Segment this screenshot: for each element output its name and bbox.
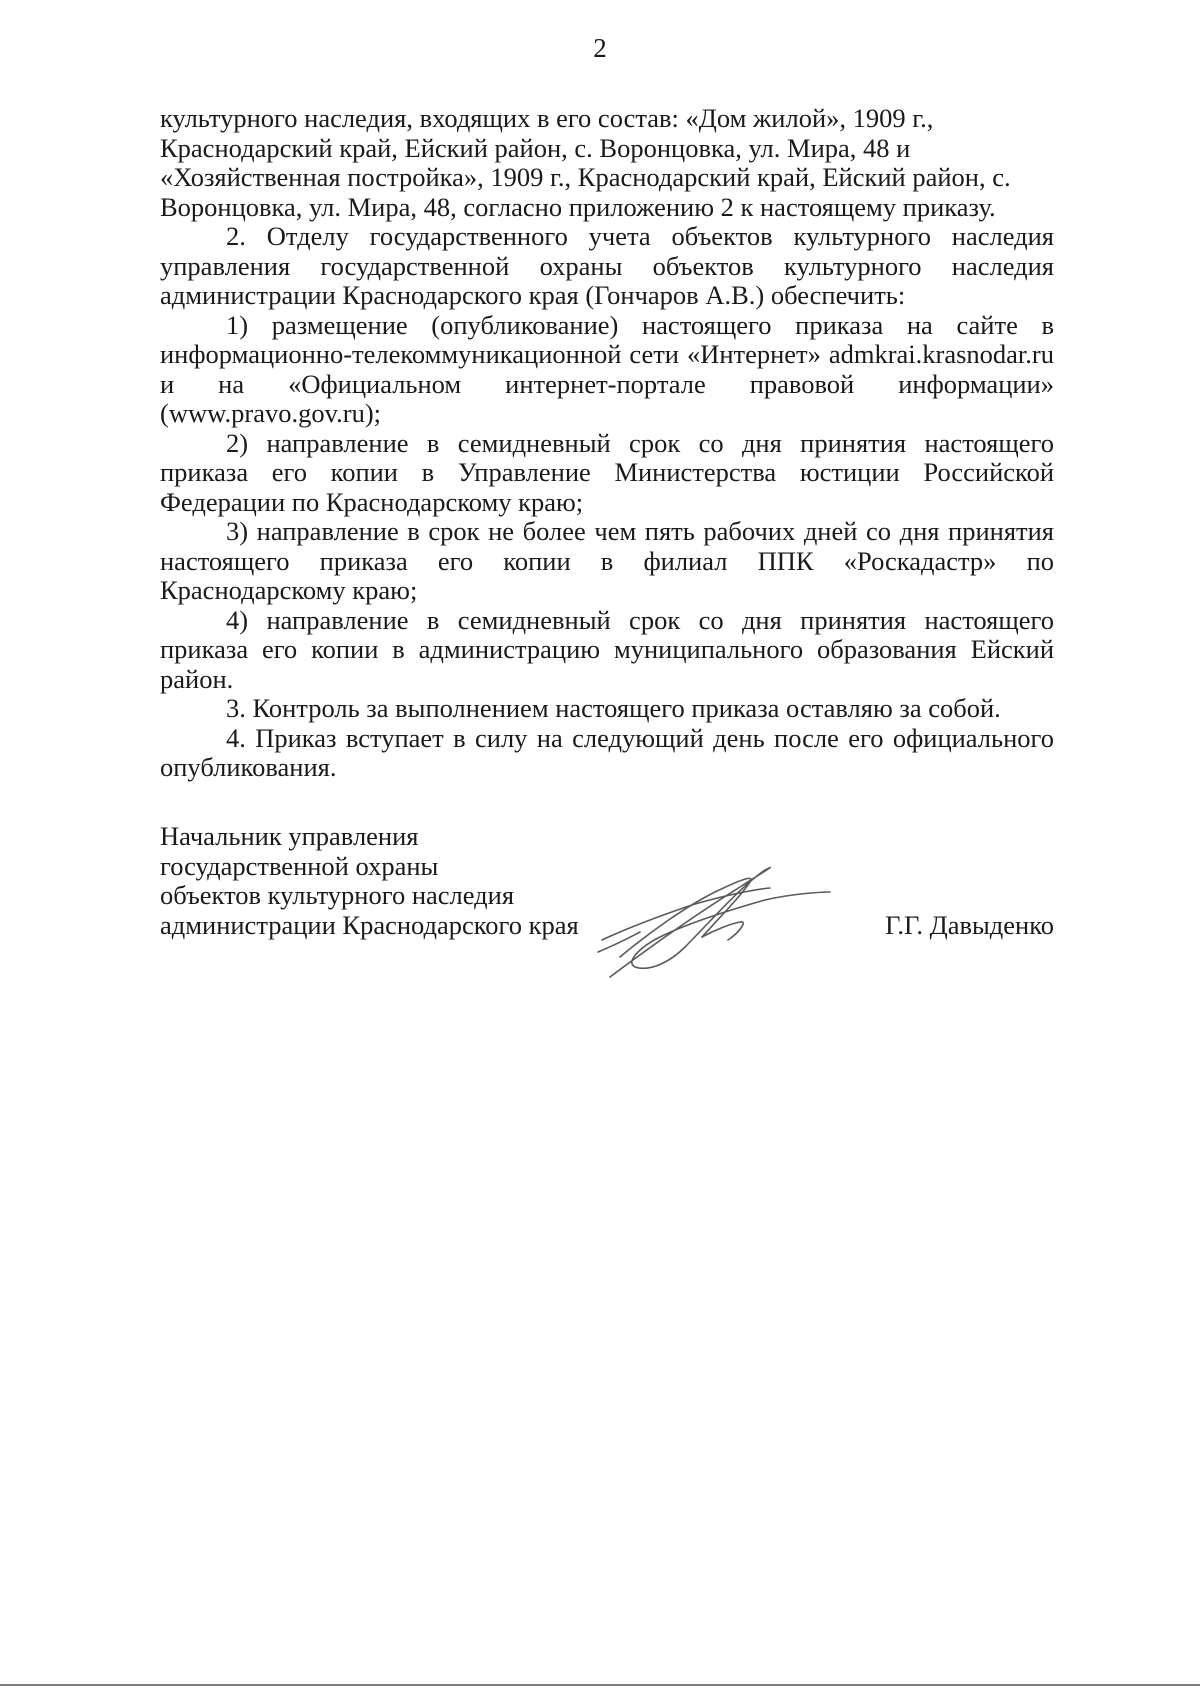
paragraph-subitem-2: 2) направление в семидневный срок со дня принятия настоящего приказа его копии в Управление Министерства юстиции Российской Федерации по Краснодарскому краю;: [160, 427, 1054, 517]
handwritten-signature-icon: [590, 852, 840, 982]
signatory-title-line: Начальник управления: [160, 821, 419, 851]
paragraph-subitem-1: 1) размещение (опубликование) настоящего приказа на сайте в информационно-телекоммуникационной сети «Интернет» admkrai.krasnodar.ru и на «Официальном интернет-портале правовой информации» (www.pravo.gov.ru);: [160, 309, 1054, 428]
document-body: [160, 104, 1054, 783]
signatory-title-line: государственной охраны: [160, 850, 439, 881]
paragraph-continuation: культурного наследия, входящих в его состав: «Дом жилой», 1909 г., Краснодарский край, Ейский район, с. Воронцовка, ул. Мира, 48 и «Хозяйственная постройка», 1909 г., Краснодарский край, Ейский район, с. Воронцовка, ул. Мира, 48, согласно приложению 2 к настоящему приказу.: [160, 103, 1011, 222]
signatory-title-line: администрации Краснодарского края: [160, 909, 579, 940]
paragraph-subitem-3: 3) направление в срок не более чем пять рабочих дней со дня принятия настоящего приказа его копии в филиал ППК «Роскадастр» по Краснодарскому краю;: [160, 516, 1054, 605]
paragraph-subitem-4: 4) направление в семидневный срок со дня принятия настоящего приказа его копии в администрацию муниципального образования Ейский район.: [160, 604, 1054, 694]
signatory-title-line: объектов культурного наследия: [160, 880, 515, 910]
signatory-name: Г.Г. Давыденко: [885, 909, 1054, 940]
paragraph-item-4: 4. Приказ вступает в силу на следующий день после его официального опубликования.: [160, 722, 1054, 782]
signature-block: [160, 822, 1054, 1022]
paragraph-item-3: 3. Контроль за выполнением настоящего приказа оставляю за собой.: [226, 693, 1001, 723]
paragraph-item-2: 2. Отделу государственного учета объектов культурного наследия управления государственной охраны объектов культурного наследия администрации Краснодарского края (Гончаров А.В.) обеспечить:: [160, 221, 1054, 310]
page-bottom-rule: [0, 1684, 1200, 1686]
page-number: 2: [593, 33, 607, 63]
